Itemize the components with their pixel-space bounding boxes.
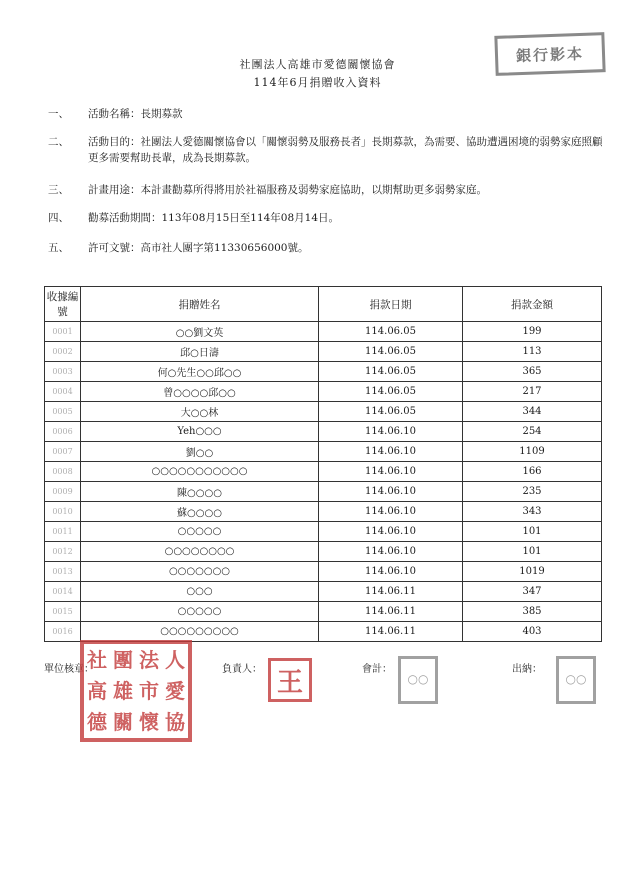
- seal-character: 懷: [139, 710, 159, 735]
- col-header-receipt: 收據編號: [45, 287, 81, 322]
- donor-name-cell: 蘇○○○○: [81, 502, 319, 522]
- donation-date-cell: 114.06.05: [319, 402, 463, 422]
- donation-amount-cell: 403: [463, 622, 602, 642]
- donor-name-cell: ○○○: [81, 582, 319, 602]
- donor-name-cell: 陳○○○○: [81, 482, 319, 502]
- table-row: [45, 322, 602, 342]
- col-header-amount: 捐款金額: [463, 287, 602, 322]
- organization-seal: [80, 640, 192, 742]
- donation-date-cell: 114.06.05: [319, 362, 463, 382]
- donation-amount-cell: 254: [463, 422, 602, 442]
- table-row: [45, 462, 602, 482]
- item-text: 活動名稱：長期募款: [88, 108, 183, 120]
- donation-date-cell: 114.06.10: [319, 522, 463, 542]
- table-row: [45, 422, 602, 442]
- donation-date-cell: 114.06.11: [319, 582, 463, 602]
- donation-date-cell: 114.06.10: [319, 462, 463, 482]
- donation-date-cell: 114.06.05: [319, 382, 463, 402]
- receipt-number-cell: 0005: [45, 402, 81, 422]
- donation-date-cell: 114.06.05: [319, 342, 463, 362]
- donation-date-cell: 114.06.10: [319, 422, 463, 442]
- donation-amount-cell: 1109: [463, 442, 602, 462]
- accountant-seal: ○○: [398, 656, 438, 704]
- item-number: 四、: [48, 212, 69, 224]
- receipt-number-cell: 0013: [45, 562, 81, 582]
- donation-date-cell: 114.06.11: [319, 622, 463, 642]
- table-row: [45, 362, 602, 382]
- item-text: 計畫用途：本計畫勸募所得將用於社福服務及弱勢家庭協助，以期幫助更多弱勢家庭。: [88, 184, 487, 196]
- donor-name-cell: 邱○日濤: [81, 342, 319, 362]
- donor-name-cell: ○○○○○○○○○○○: [81, 462, 319, 482]
- item-text: 許可文號：高市社人團字第11330656000號。: [88, 242, 309, 254]
- receipt-number-cell: 0003: [45, 362, 81, 382]
- table-row: [45, 582, 602, 602]
- col-header-date: 捐款日期: [319, 287, 463, 322]
- donor-name-cell: 曾○○○○邱○○: [81, 382, 319, 402]
- seal-character: 協: [165, 710, 185, 735]
- donation-amount-cell: 101: [463, 542, 602, 562]
- item-number: 五、: [48, 242, 69, 254]
- receipt-number-cell: 0014: [45, 582, 81, 602]
- seal-character: 愛: [165, 678, 185, 703]
- donation-date-cell: 114.06.10: [319, 542, 463, 562]
- unit-seal-label: 單位核章：: [44, 664, 94, 675]
- receipt-number-cell: 0012: [45, 542, 81, 562]
- item-number: 三、: [48, 184, 69, 196]
- chairperson-label: 負責人：: [222, 664, 262, 675]
- donation-amount-cell: 344: [463, 402, 602, 422]
- org-title: 社團法人高雄市愛德關懷協會: [239, 58, 396, 71]
- receipt-number-cell: 0004: [45, 382, 81, 402]
- table-row: [45, 602, 602, 622]
- receipt-number-cell: 0007: [45, 442, 81, 462]
- table-header-row: [45, 287, 602, 322]
- donation-amount-cell: 113: [463, 342, 602, 362]
- receipt-number-cell: 0015: [45, 602, 81, 622]
- table-row: [45, 442, 602, 462]
- table-row: [45, 342, 602, 362]
- item-number: 一、: [48, 108, 69, 120]
- seal-character: 社: [87, 647, 107, 672]
- donor-name-cell: 何○先生○○邱○○: [81, 362, 319, 382]
- table-row: [45, 522, 602, 542]
- donation-amount-cell: 217: [463, 382, 602, 402]
- item-plan-usage: [48, 182, 608, 198]
- donation-amount-cell: 101: [463, 522, 602, 542]
- item-text: 活動目的：社團法人愛德關懷協會以「關懷弱勢及服務長者」長期募款，為需要、協助遭遇困境的弱勢家庭照顧更多需要幫助長輩，成為長期募款。: [88, 136, 603, 164]
- table-row: [45, 502, 602, 522]
- donor-name-cell: ○○○○○: [81, 602, 319, 622]
- item-permit-number: [48, 240, 608, 256]
- donor-name-cell: ○○○○○: [81, 522, 319, 542]
- treasurer-label: 出納：: [512, 664, 542, 675]
- seal-character: 雄: [113, 678, 133, 703]
- seal-character: 團: [113, 647, 133, 672]
- seal-character: 德: [87, 710, 107, 735]
- receipt-number-cell: 0001: [45, 322, 81, 342]
- table-row: [45, 542, 602, 562]
- col-header-name: 捐贈姓名: [81, 287, 319, 322]
- receipt-number-cell: 0016: [45, 622, 81, 642]
- seal-character: 法: [139, 647, 159, 672]
- donation-date-cell: 114.06.10: [319, 482, 463, 502]
- donation-amount-cell: 365: [463, 362, 602, 382]
- item-activity-name: [48, 106, 608, 122]
- receipt-number-cell: 0002: [45, 342, 81, 362]
- donor-name-cell: Yeh○○○: [81, 422, 319, 442]
- treasurer-seal: ○○: [556, 656, 596, 704]
- donation-amount-cell: 347: [463, 582, 602, 602]
- seal-character: 市: [139, 678, 159, 703]
- table-row: [45, 382, 602, 402]
- donation-date-cell: 114.06.11: [319, 602, 463, 622]
- donor-name-cell: ○○劉文英: [81, 322, 319, 342]
- donation-date-cell: 114.06.10: [319, 502, 463, 522]
- item-number: 二、: [48, 136, 69, 148]
- seal-character: 關: [113, 710, 133, 735]
- table-row: [45, 482, 602, 502]
- donation-date-cell: 114.06.10: [319, 562, 463, 582]
- donor-name-cell: ○○○○○○○○○: [81, 622, 319, 642]
- donation-date-cell: 114.06.10: [319, 442, 463, 462]
- donor-name-cell: ○○○○○○○: [81, 562, 319, 582]
- item-activity-purpose: [48, 134, 608, 166]
- receipt-number-cell: 0008: [45, 462, 81, 482]
- donation-date-cell: 114.06.05: [319, 322, 463, 342]
- donor-name-cell: 劉○○: [81, 442, 319, 462]
- donation-amount-cell: 385: [463, 602, 602, 622]
- receipt-number-cell: 0011: [45, 522, 81, 542]
- table-row: [45, 562, 602, 582]
- donor-name-cell: ○○○○○○○○: [81, 542, 319, 562]
- item-text: 勸募活動期間：113年08月15日至114年08月14日。: [88, 212, 340, 224]
- receipt-number-cell: 0010: [45, 502, 81, 522]
- donor-name-cell: 大○○林: [81, 402, 319, 422]
- donation-amount-cell: 343: [463, 502, 602, 522]
- chairperson-seal: 王: [268, 658, 312, 702]
- copy-stamp: 銀行影本: [494, 32, 605, 76]
- document-title: 114年6月捐贈收入資料: [253, 76, 382, 89]
- donation-amount-cell: 166: [463, 462, 602, 482]
- table-row: [45, 622, 602, 642]
- donation-amount-cell: 235: [463, 482, 602, 502]
- receipt-number-cell: 0006: [45, 422, 81, 442]
- seal-character: 人: [165, 647, 185, 672]
- item-period: [48, 210, 608, 226]
- accountant-label: 會計：: [362, 664, 392, 675]
- donation-amount-cell: 199: [463, 322, 602, 342]
- donation-table: [44, 286, 602, 642]
- seal-character: 高: [87, 678, 107, 703]
- donation-amount-cell: 1019: [463, 562, 602, 582]
- receipt-number-cell: 0009: [45, 482, 81, 502]
- table-row: [45, 402, 602, 422]
